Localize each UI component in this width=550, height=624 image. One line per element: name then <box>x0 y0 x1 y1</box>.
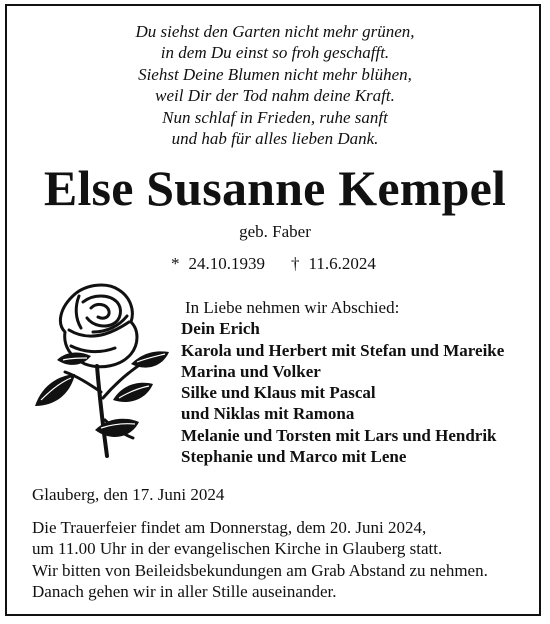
birth-date: 24.10.1939 <box>188 254 265 273</box>
deceased-name: Else Susanne Kempel <box>43 160 507 216</box>
mourner-name: Silke und Klaus mit Pascal <box>181 383 376 403</box>
mourner-name: Melanie und Torsten mit Lars und Hendrik <box>181 425 497 445</box>
birth-star-icon: * <box>171 254 180 273</box>
poem-line: Siehst Deine Blumen nicht mehr blühen, <box>138 64 412 84</box>
mourner-name: und Niklas mit Ramona <box>181 404 355 424</box>
mourner-name: Karola und Herbert mit Stefan und Mareike <box>181 340 505 360</box>
mourner-name: Marina und Volker <box>181 361 321 381</box>
birth-name: geb. Faber <box>239 222 311 241</box>
notice-line: Danach gehen wir in aller Stille auseinander. <box>32 582 337 602</box>
rose-icon <box>35 280 170 460</box>
poem-line: und hab für alles lieben Dank. <box>171 129 379 149</box>
mourner-name: Dein Erich <box>181 319 260 339</box>
death-date: 11.6.2024 <box>308 254 376 273</box>
farewell-intro: In Liebe nehmen wir Abschied: <box>185 298 400 317</box>
notice-line: Wir bitten von Beileidsbekundungen am Grab Abstand zu nehmen. <box>32 560 488 580</box>
poem-line: Nun schlaf in Frieden, ruhe sanft <box>162 107 388 127</box>
notice-line: Die Trauerfeier findet am Donnerstag, dem 20. Juni 2024, <box>32 518 427 537</box>
poem-line: weil Dir der Tod nahm deine Kraft. <box>155 86 395 106</box>
funeral-notice <box>32 517 488 603</box>
death-date-line <box>291 253 376 275</box>
notice-line: um 11.00 Uhr in der evangelischen Kirche in Glauberg statt. <box>32 539 443 559</box>
poem-line: in dem Du einst so froh geschafft. <box>160 43 390 63</box>
death-cross-icon: † <box>291 254 300 273</box>
memorial-poem <box>0 21 550 149</box>
place-and-date: Glauberg, den 17. Juni 2024 <box>32 485 225 504</box>
poem-line: Du siehst den Garten nicht mehr grünen, <box>135 22 415 41</box>
mourners-list <box>181 297 504 467</box>
mourner-name: Stephanie und Marco mit Lene <box>181 447 407 467</box>
birth-date-line <box>171 253 265 275</box>
